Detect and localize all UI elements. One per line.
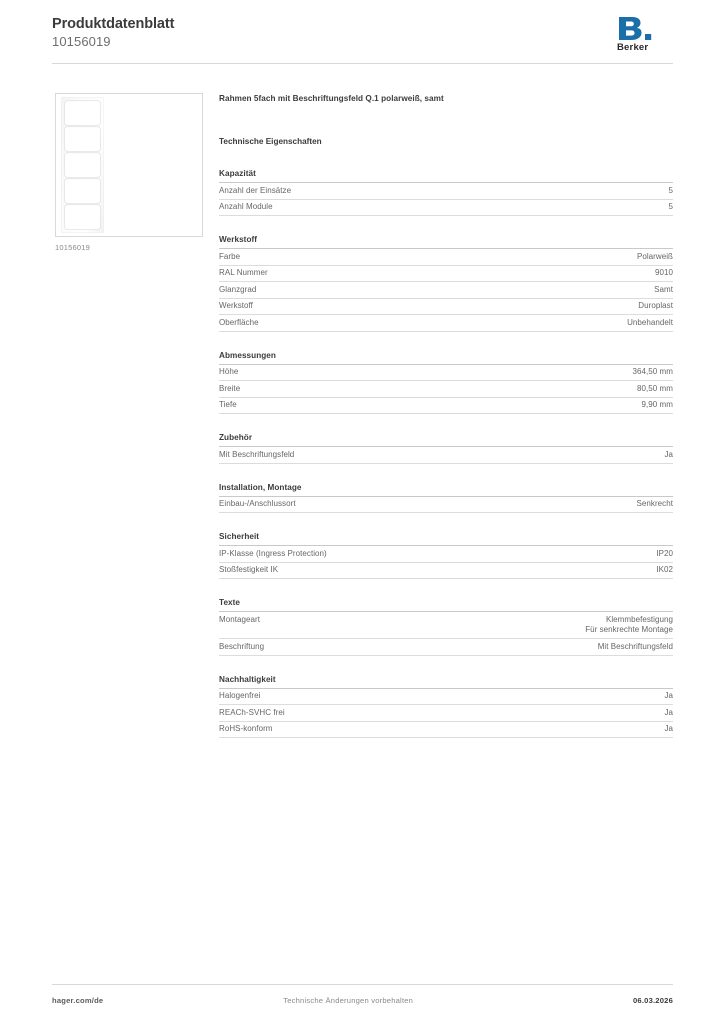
spec-value-line: 5 <box>668 202 673 211</box>
spec-table <box>219 365 673 415</box>
spec-value-line: 80,50 mm <box>637 383 673 393</box>
spec-value <box>482 298 673 315</box>
table-row <box>219 265 673 282</box>
technical-properties-heading: Technische Eigenschaften <box>219 137 322 146</box>
spec-group-title: Texte <box>219 597 673 612</box>
spec-group <box>219 531 673 579</box>
footer-disclaimer: Technische Änderungen vorbehalten <box>283 996 414 1005</box>
spec-value <box>482 381 673 398</box>
spec-group-title: Kapazität <box>219 168 673 183</box>
spec-table <box>219 689 673 739</box>
product-name: Rahmen 5fach mit Beschriftungsfeld Q.1 polarweiß, samt <box>219 94 444 103</box>
spec-label: Farbe <box>219 249 482 265</box>
spec-value <box>482 447 673 463</box>
spec-group <box>219 234 673 332</box>
spec-group-title: Sicherheit <box>219 531 673 546</box>
spec-table <box>219 612 673 656</box>
spec-value-line: 5 <box>668 185 673 195</box>
spec-value <box>482 497 673 513</box>
spec-value-line: Senkrecht <box>636 499 673 508</box>
spec-label: REACh-SVHC frei <box>219 705 482 722</box>
spec-group-title: Nachhaltigkeit <box>219 674 673 689</box>
spec-value <box>482 265 673 282</box>
spec-group <box>219 482 673 514</box>
spec-group-title: Installation, Montage <box>219 482 673 497</box>
footer-date: 06.03.2026 <box>632 996 673 1005</box>
product-image <box>55 93 203 237</box>
spec-group <box>219 597 673 656</box>
spec-label: RAL Nummer <box>219 265 482 282</box>
spec-group <box>219 350 673 415</box>
table-row <box>219 183 673 199</box>
spec-label: Oberfläche <box>219 315 482 332</box>
spec-label: Montageart <box>219 612 482 639</box>
spec-value <box>482 315 673 332</box>
spec-label: Werkstoff <box>219 298 482 315</box>
spec-group <box>219 432 673 464</box>
specifications-content <box>219 93 673 738</box>
berker-logo <box>617 16 673 62</box>
table-row <box>219 497 673 513</box>
spec-value <box>482 397 673 414</box>
table-row <box>219 365 673 381</box>
spec-value-line: 9010 <box>655 268 673 277</box>
header-divider <box>52 63 673 64</box>
berker-wordmark: Berker <box>617 42 649 53</box>
spec-group <box>219 168 673 216</box>
spec-value-line: Für senkrechte Montage <box>585 625 673 634</box>
spec-group-title: Abmessungen <box>219 350 673 365</box>
spec-value <box>482 546 673 562</box>
spec-value <box>482 689 673 705</box>
berker-b-mark-icon <box>617 16 663 41</box>
table-row <box>219 282 673 299</box>
product-image-frame <box>55 93 203 237</box>
spec-label: Anzahl Module <box>219 199 482 216</box>
spec-value-line: Samt <box>654 284 673 294</box>
spec-value-line: Unbehandelt <box>627 317 673 327</box>
spec-value <box>482 365 673 381</box>
switch-frame-graphic <box>61 97 104 233</box>
spec-label: Höhe <box>219 365 482 381</box>
table-row <box>219 298 673 315</box>
article-number: 10156019 <box>52 34 111 49</box>
spec-value-line: Mit Beschriftungsfeld <box>597 641 673 651</box>
frame-cell <box>65 179 100 203</box>
spec-label: Beschriftung <box>219 639 482 656</box>
spec-label: Breite <box>219 381 482 398</box>
table-row <box>219 721 673 738</box>
table-row <box>219 546 673 562</box>
spec-group-title: Werkstoff <box>219 234 673 249</box>
table-row <box>219 397 673 414</box>
table-row <box>219 562 673 579</box>
spec-value-line: 364,50 mm <box>632 367 673 376</box>
spec-value-line: Ja <box>664 724 673 733</box>
page-title: Produktdatenblatt <box>52 16 175 32</box>
spec-table <box>219 497 673 514</box>
spec-value <box>482 562 673 579</box>
spec-value-line: 9,90 mm <box>641 400 673 409</box>
spec-value-line: Klemmbefestigung <box>605 614 673 624</box>
spec-value <box>482 639 673 656</box>
spec-label: Einbau-/Anschlussort <box>219 497 482 513</box>
spec-label: RoHS-konform <box>219 721 482 738</box>
spec-groups <box>219 168 673 738</box>
spec-value-line: Ja <box>664 449 673 459</box>
spec-table <box>219 447 673 464</box>
page-header <box>52 16 673 62</box>
spec-label: Mit Beschriftungsfeld <box>219 447 482 463</box>
table-row <box>219 689 673 705</box>
frame-cell <box>65 127 100 151</box>
spec-value <box>482 249 673 265</box>
frame-cell <box>65 153 100 177</box>
spec-value-line: IK02 <box>656 565 673 574</box>
frame-cell <box>65 101 100 125</box>
table-row <box>219 249 673 265</box>
spec-value <box>482 183 673 199</box>
spec-value-line: Polarweiß <box>636 251 673 261</box>
spec-value <box>482 705 673 722</box>
spec-label: Tiefe <box>219 397 482 414</box>
spec-value <box>482 199 673 216</box>
table-row <box>219 705 673 722</box>
spec-table <box>219 249 673 332</box>
spec-table <box>219 183 673 216</box>
spec-value-line: IP20 <box>656 548 673 558</box>
spec-table <box>219 546 673 579</box>
table-row <box>219 612 673 639</box>
spec-label: Anzahl der Einsätze <box>219 183 482 199</box>
spec-label: Glanzgrad <box>219 282 482 299</box>
spec-group <box>219 674 673 739</box>
frame-cell <box>65 205 100 229</box>
spec-value-line: Ja <box>664 707 673 717</box>
spec-value <box>482 282 673 299</box>
footer-divider <box>52 984 673 985</box>
table-row <box>219 639 673 656</box>
spec-value-line: Ja <box>664 691 673 700</box>
page-footer <box>52 996 673 1006</box>
spec-label: Stoßfestigkeit IK <box>219 562 482 579</box>
spec-label: Halogenfrei <box>219 689 482 705</box>
product-image-caption: 10156019 <box>55 243 90 252</box>
spec-value <box>482 721 673 738</box>
spec-label: IP-Klasse (Ingress Protection) <box>219 546 482 562</box>
table-row <box>219 199 673 216</box>
table-row <box>219 315 673 332</box>
spec-group-title: Zubehör <box>219 432 673 447</box>
table-row <box>219 447 673 463</box>
footer-website-link[interactable]: hager.com/de <box>52 996 104 1005</box>
spec-value-line: Duroplast <box>638 301 673 310</box>
table-row <box>219 381 673 398</box>
spec-value <box>482 612 673 639</box>
